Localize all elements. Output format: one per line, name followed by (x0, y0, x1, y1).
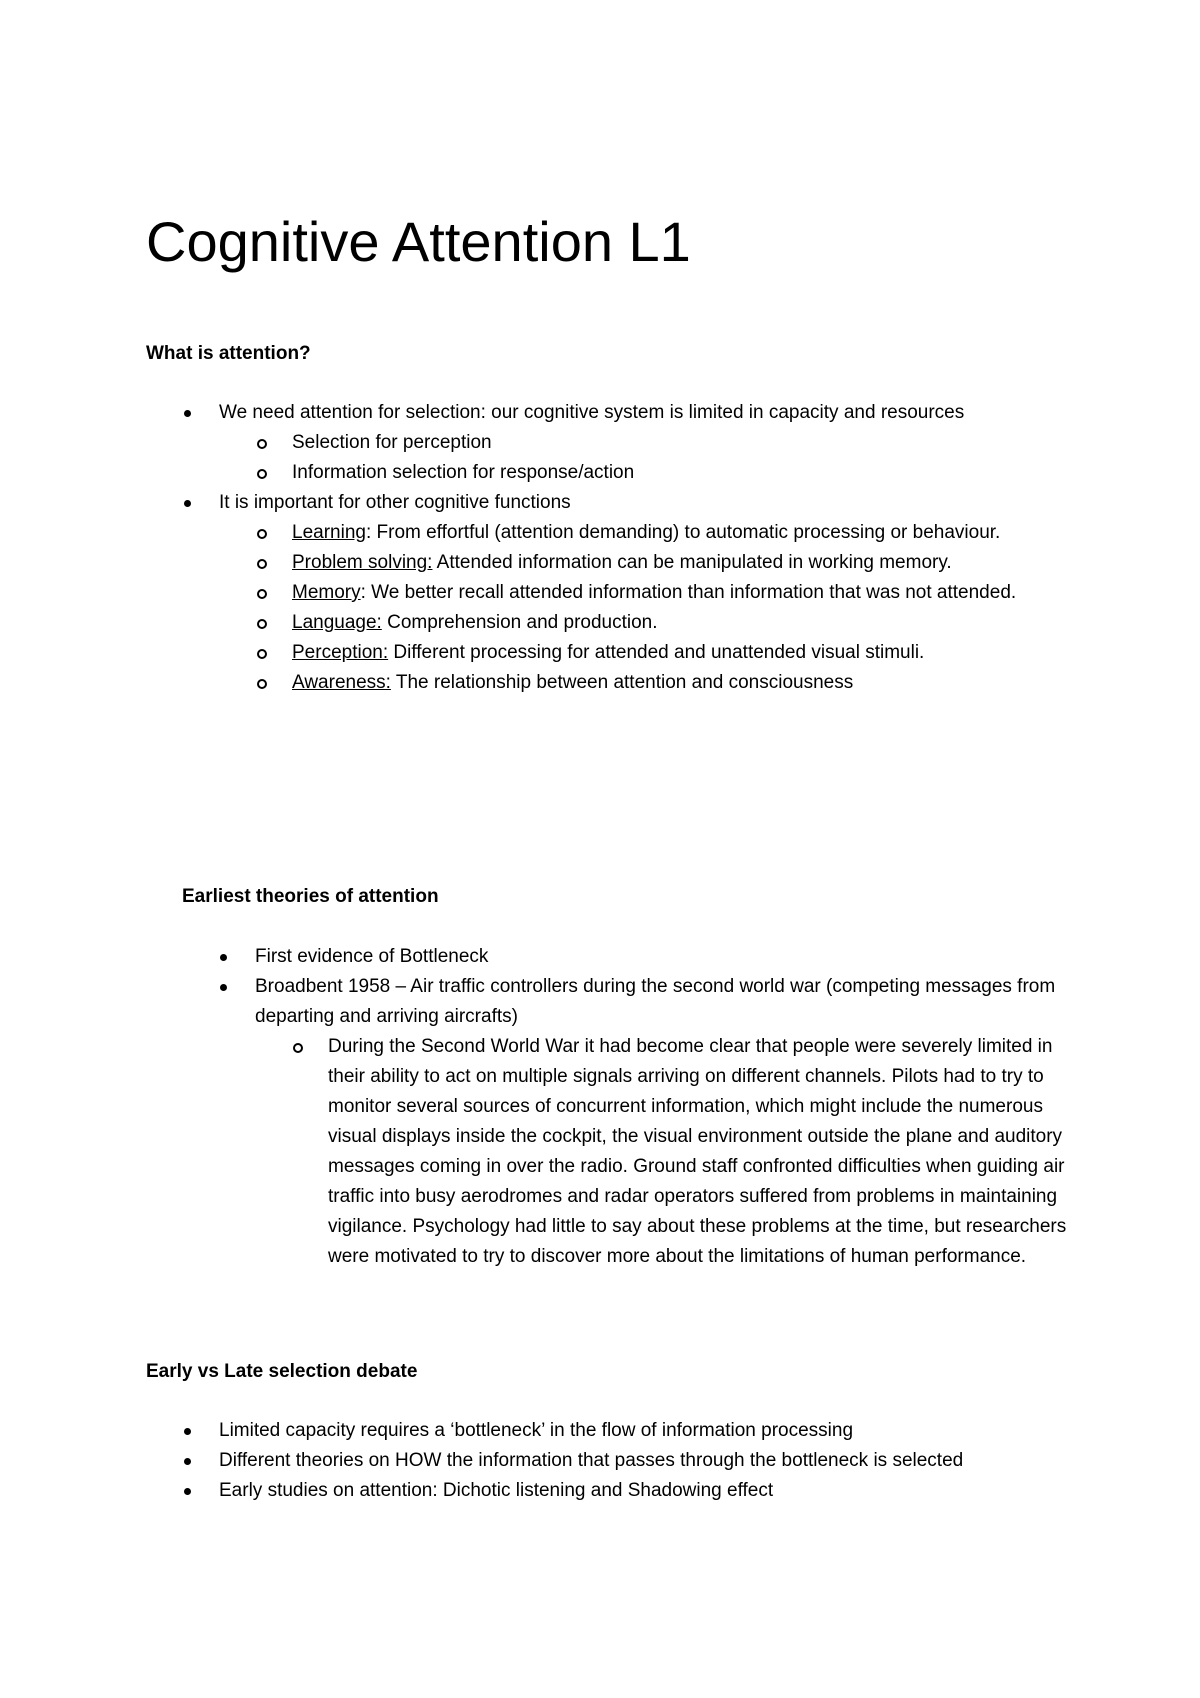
circle-bullet-icon (257, 649, 267, 659)
list-item: Early studies on attention: Dichotic listening and Shadowing effect (146, 1476, 1066, 1506)
term-label: Perception: (292, 642, 389, 663)
sub-list-item: Learning: From effortful (attention demanding) to automatic processing or behaviour. (219, 518, 1066, 548)
circle-bullet-icon (257, 439, 267, 449)
bullet-icon (184, 1488, 191, 1495)
circle-bullet-icon (257, 469, 267, 479)
circle-bullet-icon (257, 679, 267, 689)
section-heading-early-vs-late: Early vs Late selection debate (146, 1361, 418, 1382)
sub-list-item: Perception: Different processing for attended and unattended visual stimuli. (219, 638, 1066, 668)
list-item: It is important for other cognitive functions Learning: From effortful (attention demanding) to automatic processing or behaviour. Problem solving: Attended information can be manipulated in working memory. Memory: We better recall attended information than information that was not attended. Language: Comprehension and production. Perception: Different processing for attended and unattended visual stimuli. Awareness: The relationship between attention and consciousness (146, 488, 1066, 698)
term-label: Awareness: (292, 672, 391, 693)
circle-bullet-icon (293, 1043, 303, 1053)
sub-list-item: Language: Comprehension and production. (219, 608, 1066, 638)
section-earliest-theories-list (182, 942, 1072, 1272)
section-early-vs-late-list (146, 1416, 1066, 1506)
sub-list-item: Selection for perception (219, 428, 1066, 458)
list-item: Different theories on HOW the information that passes through the bottleneck is selected (146, 1446, 1066, 1476)
circle-bullet-icon (257, 619, 267, 629)
sub-list-item: Problem solving: Attended information can be manipulated in working memory. (219, 548, 1066, 578)
bullet-icon (184, 1428, 191, 1435)
section-what-is-attention-list (146, 398, 1066, 698)
bullet-icon (184, 410, 191, 417)
bullet-icon (184, 500, 191, 507)
term-label: Language: (292, 612, 382, 633)
bullet-icon (184, 1458, 191, 1465)
section-heading-what-is-attention: What is attention? (146, 343, 311, 364)
page-title: Cognitive Attention L1 (146, 210, 691, 273)
sub-list-item: During the Second World War it had become clear that people were severely limited in their ability to act on multiple signals arriving on different channels. Pilots had to try to monitor several sources of concurrent information, which might include the numerous visual displays inside the cockpit, the visual environment outside the plane and auditory messages coming in over the radio. Ground staff confronted difficulties when guiding air traffic into busy aerodromes and radar operators suffered from problems in maintaining vigilance. Psychology had little to say about these problems at the time, but researchers were motivated to try to discover more about the limitations of human performance. (255, 1032, 1072, 1272)
section-heading-earliest-theories: Earliest theories of attention (182, 886, 439, 907)
term-label: Memory (292, 582, 361, 603)
list-item: Limited capacity requires a ‘bottleneck’ in the flow of information processing (146, 1416, 1066, 1446)
sub-list-item: Awareness: The relationship between attention and consciousness (219, 668, 1066, 698)
term-label: Learning (292, 522, 366, 543)
list-item: First evidence of Bottleneck (182, 942, 1072, 972)
list-item: We need attention for selection: our cognitive system is limited in capacity and resources Selection for perception Information selection for response/action (146, 398, 1066, 488)
circle-bullet-icon (257, 559, 267, 569)
term-label: Problem solving: (292, 552, 433, 573)
bullet-icon (220, 984, 227, 991)
bullet-icon (220, 954, 227, 961)
circle-bullet-icon (257, 589, 267, 599)
circle-bullet-icon (257, 529, 267, 539)
sub-list-item: Memory: We better recall attended information than information that was not attended. (219, 578, 1066, 608)
list-item: Broadbent 1958 – Air traffic controllers during the second world war (competing messages from departing and arriving aircrafts) During the Second World War it had become clear that people were severely limited in their ability to act on multiple signals arriving on different channels. Pilots had to try to monitor several sources of concurrent information, which might include the numerous visual displays inside the cockpit, the visual environment outside the plane and auditory messages coming in over the radio. Ground staff confronted difficulties when guiding air traffic into busy aerodromes and radar operators suffered from problems in maintaining vigilance. Psychology had little to say about these problems at the time, but researchers were motivated to try to discover more about the limitations of human performance. (182, 972, 1072, 1272)
sub-list-item: Information selection for response/action (219, 458, 1066, 488)
